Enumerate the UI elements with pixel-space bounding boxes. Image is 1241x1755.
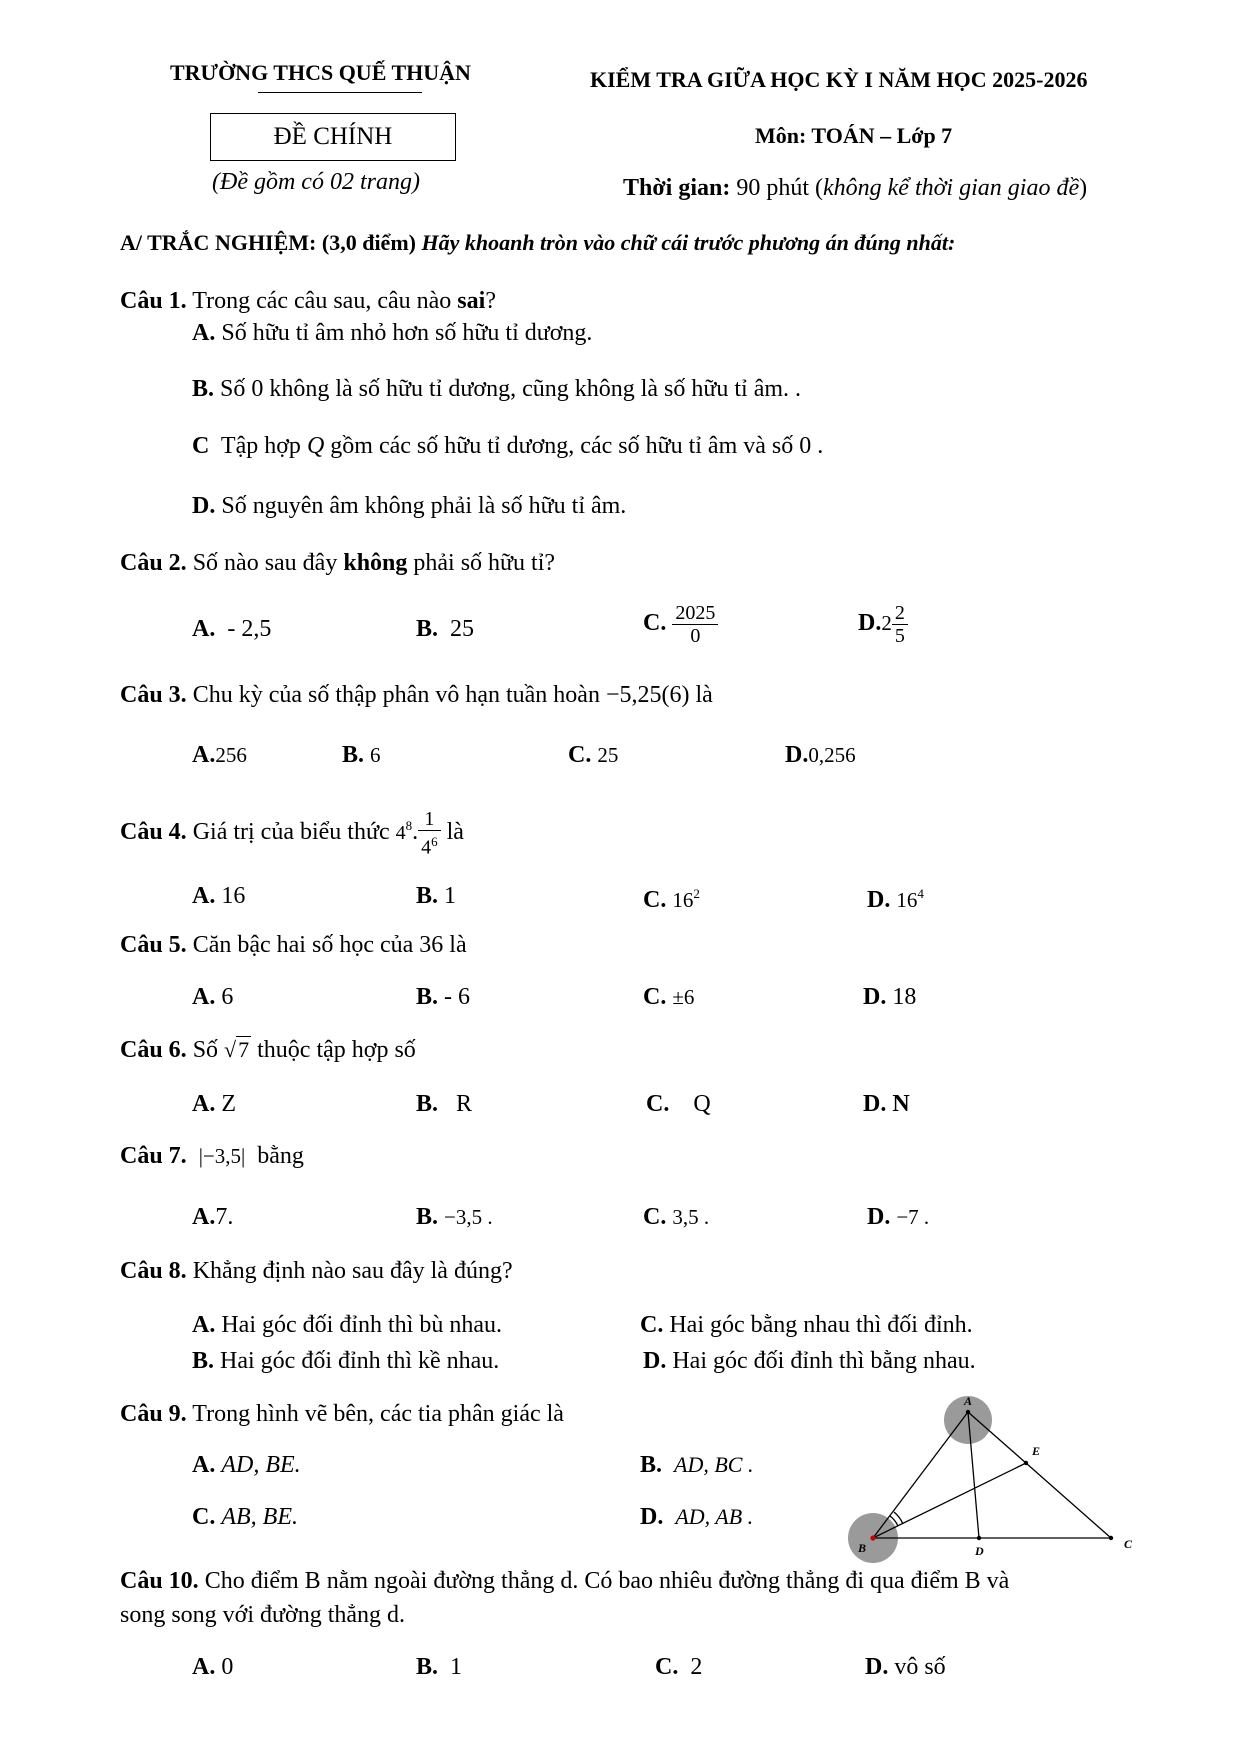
q9-a-text: AD, BE. (221, 1452, 301, 1478)
q2-d-fraction (892, 602, 908, 647)
q4-option-a[interactable] (192, 882, 245, 910)
q8-option-c[interactable] (640, 1311, 973, 1339)
q9-a-label: A. (192, 1452, 216, 1478)
q4-d-base: 16 (896, 888, 918, 912)
q10-c-label: C. (655, 1654, 679, 1680)
q3-d-label: D. (785, 742, 809, 768)
q4-text-before: Giá trị của biểu thức (192, 818, 396, 845)
q1-a-label: A. (192, 320, 216, 346)
q10-text-line1: Cho điểm B nằm ngoài đường thẳng d. Có bao nhiêu đường thẳng đi qua điểm B và (204, 1568, 1010, 1594)
q1-b-label: B. (192, 376, 215, 402)
q2-text-bold: không (343, 550, 408, 576)
q8-option-d[interactable] (643, 1347, 976, 1375)
q2-a-text: - 2,5 (227, 616, 272, 642)
q4-frac-den: $4^6$ (421, 834, 438, 859)
q7-c-text: 3,5 . (672, 1205, 710, 1229)
q10-option-b[interactable] (416, 1653, 462, 1681)
q6-c-label: C. (646, 1091, 670, 1117)
q2-d-numerator: 2 (892, 602, 908, 625)
q10-c-text: 2 (690, 1654, 703, 1680)
label-a: A (964, 1394, 973, 1408)
point-e (1024, 1461, 1028, 1465)
q10-option-d[interactable] (865, 1653, 946, 1681)
q5-a-text: 6 (221, 984, 234, 1010)
q1-option-c[interactable] (192, 432, 823, 460)
q5-option-a[interactable] (192, 983, 233, 1011)
q10-a-text: 0 (221, 1654, 234, 1680)
q10-a-label: A. (192, 1654, 216, 1680)
q2-option-b[interactable] (416, 615, 474, 643)
q5-label: Câu 5. (120, 932, 187, 958)
q7-option-d[interactable] (867, 1203, 929, 1231)
q4-base: 4 (395, 821, 406, 844)
q5-text: Căn bậc hai số học của 36 là (192, 932, 467, 958)
q4-b-text: 1 (444, 883, 457, 909)
q9-d-label: D. (640, 1504, 664, 1530)
q6-a-label: A. (192, 1091, 216, 1117)
q1-d-label: D. (192, 493, 216, 519)
pages-note: (Đề gồm có 02 trang) (212, 169, 420, 195)
q2-c-fraction (672, 602, 718, 647)
q6-a-text: Z (221, 1091, 237, 1117)
q5-d-label: D. (863, 984, 887, 1010)
q8-c-label: C. (640, 1312, 664, 1338)
q1-c-label: C (192, 433, 210, 459)
exam-title: KIỂM TRA GIỮA HỌC KỲ I NĂM HỌC 2025-2026 (590, 67, 1088, 92)
q8-b-text: Hai góc đối đỉnh thì kề nhau. (220, 1348, 500, 1374)
q5-c-label: C. (643, 984, 667, 1010)
q9-c-text: AB, BE. (221, 1504, 298, 1530)
question-7 (120, 1142, 304, 1170)
q1-d-text: Số nguyên âm không phải là số hữu tỉ âm. (221, 493, 627, 519)
q4-dot: . (412, 818, 419, 845)
question-8 (120, 1257, 513, 1285)
q3-b-text: 6 (370, 743, 381, 767)
question-1 (120, 287, 496, 315)
q8-option-b[interactable] (192, 1347, 499, 1375)
q10-text-line2: song song với đường thẳng d. (120, 1602, 406, 1628)
q3-c-text: 25 (597, 743, 619, 767)
q9-option-c[interactable] (192, 1503, 298, 1531)
question-10 (120, 1567, 1009, 1595)
label-c: C (1124, 1537, 1133, 1551)
q4-d-label: D. (867, 887, 891, 913)
q3-label: Câu 3. (120, 682, 187, 708)
q7-a-label: A. (192, 1204, 216, 1230)
official-label: ĐỀ CHÍNH (273, 123, 393, 150)
segment-ab (873, 1412, 968, 1538)
q2-c-denominator: 0 (690, 625, 701, 647)
q9-label: Câu 9. (120, 1401, 187, 1427)
q6-option-d[interactable] (863, 1090, 910, 1118)
q8-b-label: B. (192, 1348, 215, 1374)
time-label: Thời gian: (623, 175, 731, 201)
q10-b-label: B. (416, 1654, 439, 1680)
q5-b-text: - 6 (444, 984, 471, 1010)
q5-option-c[interactable] (643, 983, 694, 1011)
q4-a-label: A. (192, 883, 216, 909)
q2-label: Câu 2. (120, 550, 187, 576)
q1-b-text: Số 0 không là số hữu tỉ dương, cũng không là số hữu tỉ âm. . (220, 376, 802, 402)
q4-c-exp: 2 (693, 886, 700, 901)
q8-c-text: Hai góc bằng nhau thì đối đỉnh. (669, 1312, 973, 1338)
q4-text-after: là (446, 818, 464, 845)
time-close: ) (1079, 175, 1088, 201)
q8-d-text: Hai góc đối đỉnh thì bằng nhau. (672, 1348, 976, 1374)
q2-text-after: phải số hữu tỉ? (407, 550, 556, 576)
q8-a-label: A. (192, 1312, 216, 1338)
q4-option-d[interactable] (867, 880, 924, 914)
q4-fraction (418, 808, 441, 859)
q10-label: Câu 10. (120, 1568, 199, 1594)
q3-option-a[interactable] (192, 741, 247, 769)
q7-text-after: bằng (257, 1143, 304, 1169)
q10-d-label: D. (865, 1654, 889, 1680)
q3-a-text: 256 (215, 743, 247, 767)
q3-text: Chu kỳ của số thập phân vô hạn tuần hoàn −5,25(6) là (192, 682, 713, 708)
question-3 (120, 681, 713, 709)
q10-d-text: vô số (894, 1654, 946, 1680)
q9-c-label: C. (192, 1504, 216, 1530)
q9-option-b[interactable] (640, 1451, 753, 1479)
q2-option-d[interactable] (858, 602, 908, 647)
q8-text: Khẳng định nào sau đây là đúng? (192, 1258, 513, 1284)
q4-exp: 8 (405, 817, 413, 833)
q1-a-text: Số hữu tỉ âm nhỏ hơn số hữu tỉ dương. (221, 320, 593, 346)
q4-b-label: B. (416, 883, 439, 909)
q7-b-text: −3,5 . (444, 1205, 493, 1229)
q1-option-d[interactable] (192, 492, 626, 520)
q4-d-exp: 4 (917, 886, 924, 901)
q6-label: Câu 6. (120, 1037, 187, 1063)
segment-be (873, 1463, 1026, 1538)
q3-option-b[interactable] (342, 741, 381, 769)
q7-abs-value: −3,5 (202, 1144, 241, 1168)
question-6 (120, 1036, 416, 1064)
q2-c-numerator: 2025 (672, 602, 718, 625)
label-d: D (975, 1544, 984, 1558)
q7-d-label: D. (867, 1204, 891, 1230)
q6-radicand: 7 (238, 1037, 250, 1062)
q10-option-a[interactable] (192, 1653, 233, 1681)
q6-sqrt (224, 1036, 251, 1062)
label-b: B (858, 1541, 867, 1555)
q9-option-d[interactable] (640, 1503, 753, 1531)
q6-d-text: N (892, 1091, 910, 1117)
q9-triangle-figure (838, 1392, 1150, 1568)
q9-d-text: AD, AB . (675, 1504, 754, 1529)
q4-c-label: C. (643, 887, 667, 913)
q9-b-label: B. (640, 1452, 663, 1478)
q7-option-a[interactable] (192, 1203, 233, 1231)
q2-c-label: C. (643, 610, 667, 637)
q5-d-text: 18 (892, 984, 917, 1010)
q2-b-text: 25 (450, 616, 475, 642)
q1-c-symbol: Q (306, 433, 325, 459)
q4-option-b[interactable] (416, 882, 456, 910)
sqrt-icon: √ (224, 1037, 237, 1062)
point-a (966, 1410, 970, 1414)
q2-option-c[interactable] (643, 602, 718, 647)
question-2 (120, 549, 555, 577)
q2-option-a[interactable] (192, 615, 271, 643)
q1-option-a[interactable] (192, 319, 592, 347)
q3-c-label: C. (568, 742, 592, 768)
q1-text-after: ? (485, 288, 496, 314)
q7-option-b[interactable] (416, 1203, 493, 1231)
q8-a-text: Hai góc đối đỉnh thì bù nhau. (221, 1312, 502, 1338)
q4-frac-num: 1 (418, 808, 441, 831)
q2-d-denominator: 5 (894, 625, 905, 647)
q4-a-text: 16 (221, 883, 246, 909)
q6-option-b[interactable] (416, 1090, 472, 1118)
q8-d-label: D. (643, 1348, 667, 1374)
q9-text: Trong hình vẽ bên, các tia phân giác là (192, 1401, 564, 1427)
q6-option-c[interactable] (646, 1090, 711, 1118)
q6-text-after: thuộc tập hợp số (251, 1037, 416, 1063)
q6-b-text: R (456, 1091, 473, 1117)
school-name: TRƯỜNG THCS QUẾ THUẬN (170, 60, 471, 85)
q10-b-text: 1 (450, 1654, 463, 1680)
exam-time (623, 174, 1087, 202)
q4-c-base: 16 (672, 888, 694, 912)
question-9 (120, 1400, 564, 1428)
q7-abs: |−3,5| (198, 1144, 246, 1168)
q3-d-text: 0,256 (808, 743, 856, 767)
q6-d-label: D. (863, 1091, 887, 1117)
q2-text-before: Số nào sau đây (192, 550, 344, 576)
q1-text-before: Trong các câu sau, câu nào (192, 288, 458, 314)
q3-b-label: B. (342, 742, 365, 768)
q5-c-text: ±6 (672, 985, 695, 1009)
q2-b-label: B. (416, 616, 439, 642)
q1-c-after: gồm các số hữu tỉ dương, các số hữu tỉ âm và số 0 . (324, 433, 824, 459)
point-d (977, 1536, 981, 1540)
point-b (870, 1535, 875, 1540)
q7-option-c[interactable] (643, 1203, 709, 1231)
q2-a-label: A. (192, 616, 216, 642)
q7-b-label: B. (416, 1204, 439, 1230)
segment-ac (968, 1412, 1111, 1538)
q1-c-before: Tập hợp (220, 433, 307, 459)
q8-option-a[interactable] (192, 1311, 502, 1339)
q7-d-text: −7 . (896, 1205, 930, 1229)
q5-a-label: A. (192, 984, 216, 1010)
q2-d-label: D. (858, 610, 882, 637)
q6-text-before: Số (192, 1037, 225, 1063)
q6-c-text: Q (693, 1091, 711, 1117)
q6-b-label: B. (416, 1091, 439, 1117)
q4-option-c[interactable] (643, 880, 700, 914)
q5-b-label: B. (416, 984, 439, 1010)
section-a-instruction: Hãy khoanh tròn vào chữ cái trước phương án đúng nhất: (421, 230, 956, 255)
q9-b-text: AD, BC . (674, 1452, 754, 1477)
question-4 (120, 808, 464, 859)
q1-option-b[interactable] (192, 375, 801, 403)
time-value: 90 phút ( (736, 175, 823, 201)
q3-option-c[interactable] (568, 741, 618, 769)
q1-text-bold: sai (457, 288, 486, 314)
school-underline (258, 92, 422, 93)
q1-label: Câu 1. (120, 288, 187, 314)
label-e: E (1032, 1444, 1041, 1458)
q8-label: Câu 8. (120, 1258, 187, 1284)
section-a-title: A/ TRẮC NGHIỆM: (3,0 điểm) (120, 230, 416, 255)
q5-option-d[interactable] (863, 983, 916, 1011)
q9-option-a[interactable] (192, 1451, 301, 1479)
subject: Môn: TOÁN – Lớp 7 (755, 123, 953, 148)
q3-a-label: A. (192, 742, 216, 768)
q4-label: Câu 4. (120, 818, 187, 845)
q5-option-b[interactable] (416, 983, 470, 1011)
q10-option-c[interactable] (655, 1653, 702, 1681)
section-a-heading (120, 229, 955, 257)
q6-option-a[interactable] (192, 1090, 236, 1118)
q7-label: Câu 7. (120, 1143, 187, 1169)
official-exam-box (210, 113, 456, 161)
question-5 (120, 931, 467, 959)
point-c (1109, 1536, 1113, 1540)
q7-c-label: C. (643, 1204, 667, 1230)
time-note: không kể thời gian giao đề (823, 175, 1080, 201)
q2-d-whole: 2 (881, 611, 892, 636)
q7-a-text: 7. (215, 1204, 234, 1230)
q3-option-d[interactable] (785, 741, 856, 769)
